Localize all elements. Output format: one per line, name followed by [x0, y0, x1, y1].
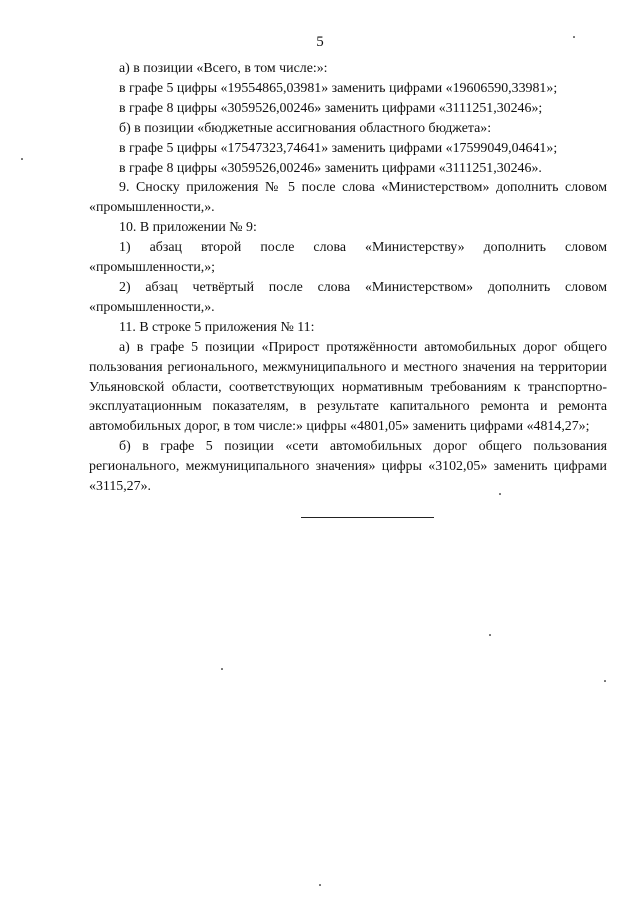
- scan-speck: [573, 36, 575, 38]
- paragraph-1: а) в позиции «Всего, в том числе:»:: [119, 61, 328, 76]
- paragraph-10-1: 1) абзац второй после слова «Министерству» дополнить словом «промышленности,»;: [89, 240, 607, 276]
- scan-speck: [21, 158, 23, 160]
- scan-speck: [319, 884, 321, 886]
- scan-speck: [221, 668, 223, 670]
- paragraph-11-b: б) в графе 5 позиции «сети автомобильных дорог общего пользования регионального, межмуниципального значения» цифры «3102,05» заменить цифрами «3115,27».: [89, 439, 607, 495]
- paragraph-9: 9. Сноску приложения № 5 после слова «Министерством» дополнить словом «промышленности,».: [89, 180, 607, 216]
- paragraph-5: в графе 5 цифры «17547323,74641» заменить цифрами «17599049,04641»;: [119, 140, 558, 156]
- end-separator-line: [301, 517, 434, 518]
- paragraph-6: в графе 8 цифры «3059526,00246» заменить цифрами «3111251,30246».: [119, 160, 542, 176]
- page-number: 5: [316, 34, 324, 50]
- scan-speck: [489, 634, 491, 636]
- paragraph-3: в графе 8 цифры «3059526,00246» заменить цифрами «3111251,30246»;: [119, 100, 543, 116]
- paragraph-11: 11. В строке 5 приложения № 11:: [119, 319, 315, 335]
- paragraph-4: б) в позиции «бюджетные ассигнования областного бюджета»:: [119, 120, 492, 136]
- paragraph-10: 10. В приложении № 9:: [119, 220, 257, 236]
- document-body: [89, 59, 607, 497]
- scan-speck: [604, 680, 606, 682]
- paragraph-11-a: а) в графе 5 позиции «Прирост протяжённости автомобильных дорог общего пользования регионального, межмуниципального и местного значения на территории Ульяновской области, соответствующих нормативным требованиям к транспортно-эксплуатационным показателям, в результате капитального ремонта и ремонта автомобильных дорог, в том числе:» цифры «4801,05» заменить цифрами «4814,27»;: [89, 339, 607, 435]
- paragraph-2: в графе 5 цифры «19554865,03981» заменить цифрами «19606590,33981»;: [119, 80, 558, 96]
- scan-speck: [499, 493, 501, 495]
- paragraph-10-2: 2) абзац четвёртый после слова «Министерством» дополнить словом «промышленности,».: [89, 279, 607, 315]
